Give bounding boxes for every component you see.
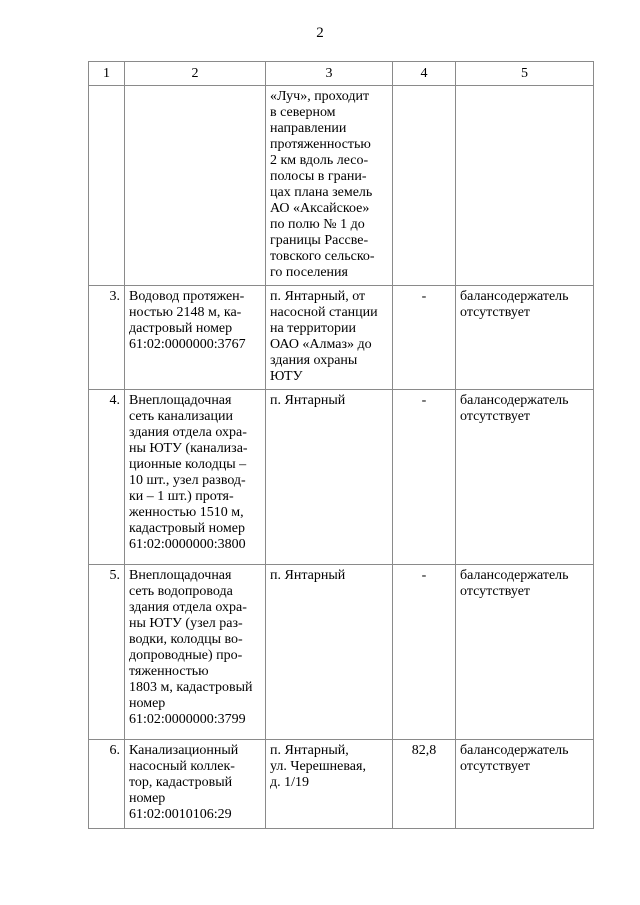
header-col-3: 3	[266, 62, 393, 86]
header-col-1: 1	[89, 62, 125, 86]
address-line: 2 км вдоль лесо-	[270, 153, 369, 168]
object-name-line: ностью 2148 м, ка-	[129, 305, 242, 320]
object-name-cell	[125, 86, 266, 286]
address-line: п. Янтарный, от	[270, 289, 366, 304]
table-body	[89, 86, 594, 829]
area-cell: -	[393, 565, 456, 740]
row-number-cell: 3.	[89, 286, 125, 390]
object-name-line: тор, кадастровый	[129, 775, 233, 790]
address-line: здания охраны	[270, 353, 358, 368]
object-name-line: насосный коллек-	[129, 759, 235, 774]
object-name-line: Канализационный	[129, 743, 239, 758]
object-name-line: Внеплощадочная	[129, 568, 232, 583]
address-cell	[266, 390, 393, 565]
holder-cell: балансодержатель отсутствует	[456, 390, 594, 565]
object-name-line: ны ЮТУ (канализа-	[129, 441, 248, 456]
area-cell: 82,8	[393, 740, 456, 829]
table-row	[89, 565, 594, 740]
address-cell	[266, 565, 393, 740]
object-name-line: водки, колодцы во-	[129, 632, 243, 647]
address-line: по полю № 1 до	[270, 217, 365, 232]
object-name-line: здания отдела охра-	[129, 600, 247, 615]
object-name-line: Водовод протяжен-	[129, 289, 245, 304]
header-row	[89, 62, 594, 86]
object-name-cell	[125, 565, 266, 740]
address-line: п. Янтарный	[270, 568, 346, 583]
address-cell	[266, 86, 393, 286]
address-line: насосной станции	[270, 305, 378, 320]
header-col-5: 5	[456, 62, 594, 86]
table-row	[89, 286, 594, 390]
address-line: в северном	[270, 105, 336, 120]
object-name-line: номер	[129, 696, 166, 711]
area-cell: -	[393, 286, 456, 390]
object-name-line: ки – 1 шт.) протя-	[129, 489, 234, 504]
table-row	[89, 390, 594, 565]
address-cell	[266, 286, 393, 390]
area-cell: -	[393, 390, 456, 565]
address-line: полосы в грани-	[270, 169, 367, 184]
object-name-line: 61:02:0000000:3799	[129, 712, 246, 727]
holder-cell	[456, 86, 594, 286]
header-col-4: 4	[393, 62, 456, 86]
row-number-cell: 6.	[89, 740, 125, 829]
address-line: цах плана земель	[270, 185, 373, 200]
object-name-line: здания отдела охра-	[129, 425, 247, 440]
page-number: 2	[316, 25, 324, 41]
object-name-cell	[125, 286, 266, 390]
object-name-line: сеть канализации	[129, 409, 233, 424]
header-col-2: 2	[125, 62, 266, 86]
address-cell	[266, 740, 393, 829]
area-cell	[393, 86, 456, 286]
address-line: «Луч», проходит	[270, 89, 370, 104]
object-name-line: 61:02:0010106:29	[129, 807, 232, 822]
object-name-cell	[125, 740, 266, 829]
object-name-line: дастровый номер	[129, 321, 233, 336]
holder-cell: балансодержатель отсутствует	[456, 565, 594, 740]
address-line: направлении	[270, 121, 347, 136]
address-line: на территории	[270, 321, 356, 336]
object-name-line: допроводные) про-	[129, 648, 243, 663]
object-name-line: 61:02:0000000:3800	[129, 537, 246, 552]
table-row	[89, 86, 594, 286]
table-header	[89, 62, 594, 86]
address-line: п. Янтарный	[270, 393, 346, 408]
row-number-cell: 5.	[89, 565, 125, 740]
row-number-cell	[89, 86, 125, 286]
address-line: протяженностью	[270, 137, 371, 152]
object-name-line: сеть водопровода	[129, 584, 233, 599]
address-line: п. Янтарный,	[270, 743, 349, 758]
object-name-line: тяженностью	[129, 664, 209, 679]
object-name-cell	[125, 390, 266, 565]
object-name-line: 61:02:0000000:3767	[129, 337, 246, 352]
address-line: ЮТУ	[270, 369, 303, 384]
holder-cell: балансодержатель отсутствует	[456, 740, 594, 829]
address-line: ОАО «Алмаз» до	[270, 337, 372, 352]
property-table	[88, 61, 594, 829]
address-line: границы Рассве-	[270, 233, 369, 248]
object-name-line: ны ЮТУ (узел раз-	[129, 616, 243, 631]
object-name-line: кадастровый номер	[129, 521, 245, 536]
object-name-line: Внеплощадочная	[129, 393, 232, 408]
address-line: товского сельско-	[270, 249, 375, 264]
object-name-line: номер	[129, 791, 166, 806]
object-name-line: 1803 м, кадастровый	[129, 680, 253, 695]
object-name-line: женностью 1510 м,	[129, 505, 244, 520]
table-row	[89, 740, 594, 829]
address-line: ул. Черешневая,	[270, 759, 366, 774]
address-line: д. 1/19	[270, 775, 310, 790]
row-number-cell: 4.	[89, 390, 125, 565]
object-name-line: 10 шт., узел развод-	[129, 473, 246, 488]
address-line: го поселения	[270, 265, 348, 280]
holder-cell: балансодержатель отсутствует	[456, 286, 594, 390]
address-line: АО «Аксайское»	[270, 201, 370, 216]
object-name-line: ционные колодцы –	[129, 457, 247, 472]
